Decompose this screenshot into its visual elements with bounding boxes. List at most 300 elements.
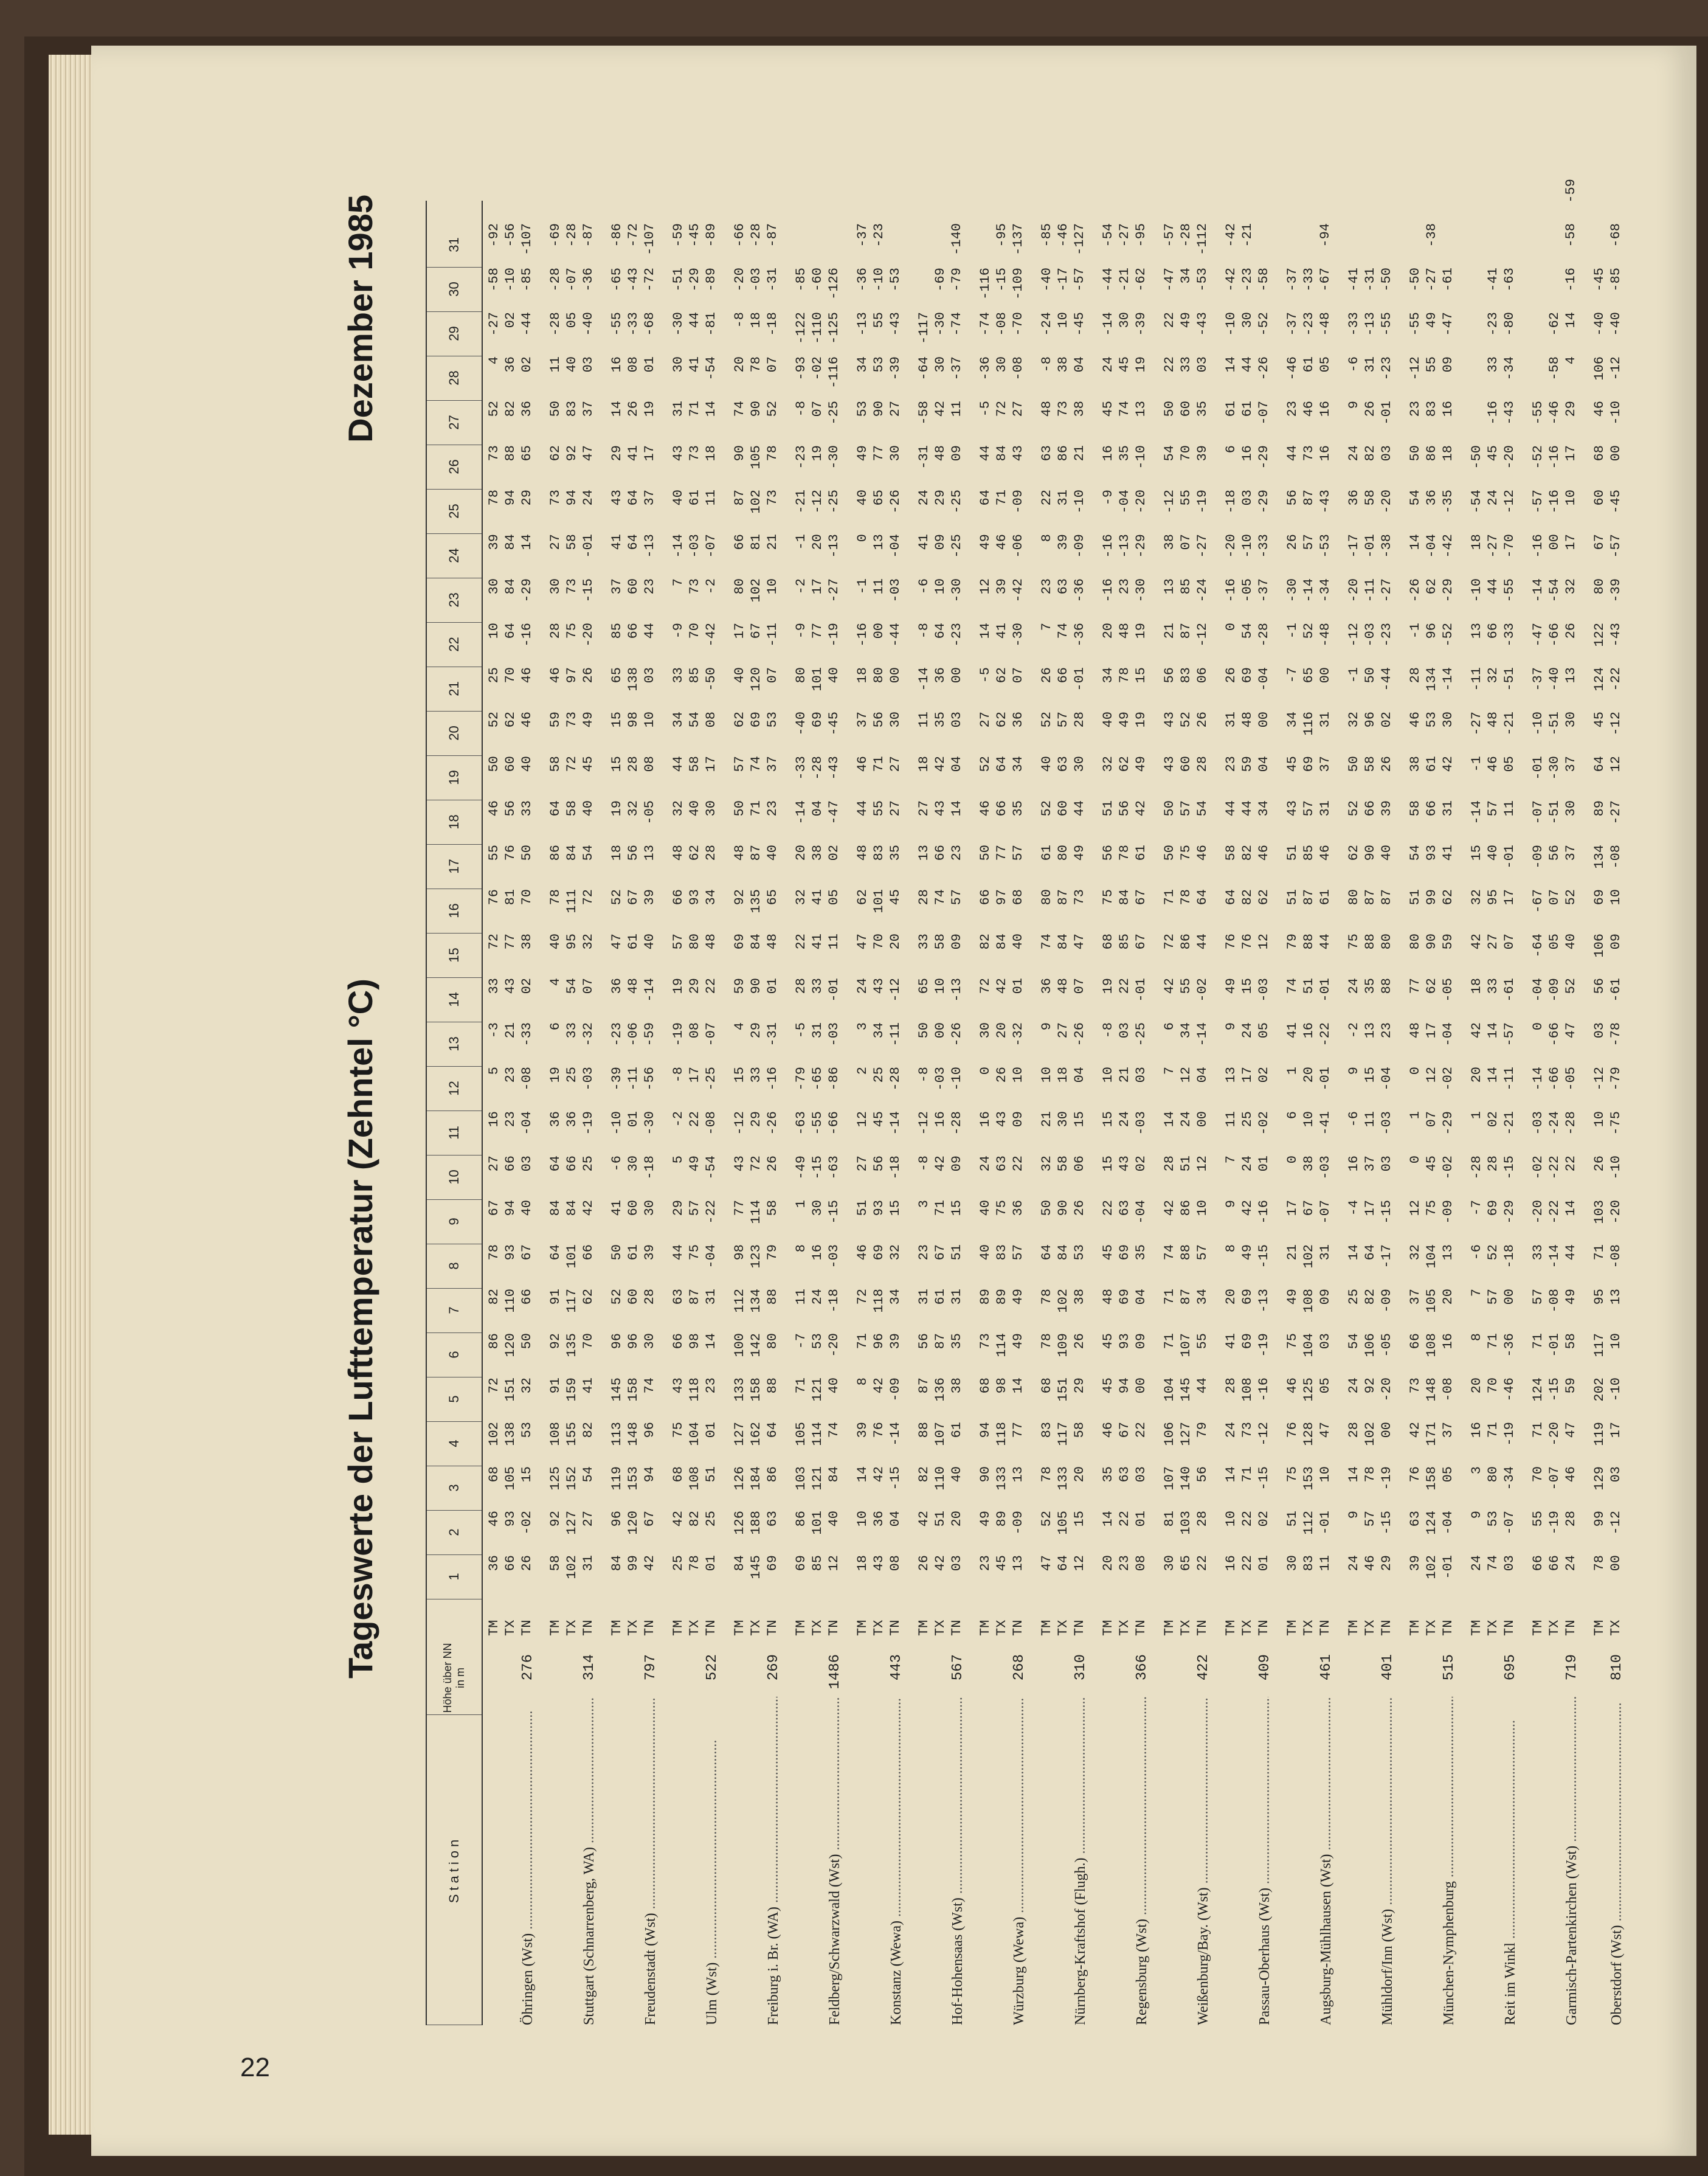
cell-value: 50: [1039, 1200, 1054, 1216]
cell-value: 32: [1408, 1244, 1423, 1261]
cell-value: 40: [519, 1200, 534, 1216]
cell-value: 85: [1117, 934, 1132, 950]
cell-value: 65: [765, 889, 780, 906]
row-key: TM: [1530, 1620, 1546, 1636]
cell-value: 34: [1178, 268, 1194, 284]
cell-value: 23: [765, 800, 780, 817]
cell-value: 54: [1195, 800, 1210, 817]
cell-value: 44: [855, 800, 870, 817]
cell-value: -01: [1502, 845, 1517, 869]
cell-value: 43: [1285, 800, 1300, 817]
cell-value: 51: [933, 1511, 948, 1527]
cell-value: 03: [1133, 1466, 1149, 1483]
cell-value: -61: [1502, 978, 1517, 1002]
cell-value: 104: [1162, 1377, 1177, 1402]
cell-value: 11: [1223, 1111, 1239, 1128]
cell-value: 104: [687, 1422, 702, 1446]
cell-value: 78: [1363, 1466, 1378, 1483]
cell-value: 29: [1563, 401, 1578, 417]
cell-value: -11: [765, 623, 780, 647]
cell-value: 58: [765, 1200, 780, 1216]
cell-value: 12: [1424, 1067, 1439, 1083]
cell-value: 47: [1318, 1422, 1333, 1438]
station-height: 314: [581, 1654, 598, 1681]
cell-value: 02: [1256, 1067, 1271, 1083]
cell-value: 71: [1162, 889, 1177, 906]
cell-value: 61: [626, 1244, 641, 1261]
cell-value: 88: [1363, 934, 1378, 950]
cell-value: -72: [626, 223, 641, 248]
cell-value: -95: [994, 223, 1009, 248]
cell-value: 56: [1162, 667, 1177, 684]
cell-value: 11: [949, 401, 964, 417]
cell-value: -21: [1502, 712, 1517, 736]
cell-value: -33: [1502, 623, 1517, 647]
cell-value: -14: [1440, 667, 1456, 691]
cell-value: 97: [564, 667, 579, 684]
cell-value: 17: [1424, 1022, 1439, 1039]
cell-value: -30: [1133, 578, 1149, 603]
cell-value: 71: [933, 1200, 948, 1216]
cell-value: -40: [1608, 312, 1623, 336]
cell-value: 152: [564, 1466, 579, 1491]
cell-value: 34: [1285, 712, 1300, 728]
cell-value: 120: [626, 1511, 641, 1535]
cell-value: 76: [486, 889, 502, 906]
cell-value: 71: [1162, 1333, 1177, 1350]
cell-value: 66: [1530, 1555, 1546, 1571]
cell-value: 45: [888, 889, 903, 906]
table-row: [687, 223, 703, 1636]
cell-value: 57: [687, 1200, 702, 1216]
cell-value: 71: [871, 756, 887, 772]
cell-value: 45: [1285, 756, 1300, 772]
cell-value: 26: [519, 1555, 534, 1571]
cell-value: 58: [933, 934, 948, 950]
cell-value: 82: [1363, 1289, 1378, 1305]
cell-value: 26: [1563, 623, 1578, 639]
cell-value: -20: [1502, 445, 1517, 470]
cell-value: 9: [1346, 1511, 1361, 1519]
row-key: TX: [1117, 1620, 1132, 1636]
cell-value: 148: [1424, 1377, 1439, 1402]
cell-value: 30: [671, 356, 686, 373]
cell-value: 84: [548, 1200, 563, 1216]
cell-value: 66: [1363, 800, 1378, 817]
station-height: 269: [766, 1654, 782, 1681]
cell-value: 22: [1117, 978, 1132, 994]
cell-value: 07: [1011, 667, 1026, 684]
cell-value: 75: [1178, 845, 1194, 861]
cell-value: 122: [1592, 623, 1607, 647]
cell-value: -53: [1195, 268, 1210, 292]
cell-value: 46: [1318, 845, 1333, 861]
cell-value: 40: [978, 1244, 993, 1261]
cell-value: 23: [916, 1244, 932, 1261]
cell-value: 33: [749, 1067, 764, 1083]
cell-value: 45: [871, 1111, 887, 1128]
cell-value: -27: [1469, 712, 1484, 736]
cell-value: 18: [855, 1555, 870, 1571]
cell-value: 118: [994, 1422, 1009, 1446]
cell-value: -86: [609, 223, 624, 248]
cell-value: -33: [626, 312, 641, 336]
station-height: 461: [1318, 1654, 1335, 1681]
cell-value: 40: [642, 934, 657, 950]
cell-value: 21: [1117, 1067, 1132, 1083]
row-key: TX: [810, 1620, 825, 1636]
cell-value: 72: [581, 889, 596, 906]
cell-value: -33: [1346, 312, 1361, 336]
cell-value: 124: [1424, 1511, 1439, 1535]
cell-value: 41: [810, 934, 825, 950]
cell-value: 01: [1133, 1511, 1149, 1527]
cell-value: -5: [978, 667, 993, 684]
cell-value: 101: [810, 1511, 825, 1535]
cell-value: -55: [609, 312, 624, 336]
cell-value: 44: [1240, 800, 1255, 817]
table-row: [671, 223, 686, 1636]
cell-value: 27: [581, 1511, 596, 1527]
station-height: 422: [1195, 1654, 1212, 1681]
cell-value: 108: [1301, 1289, 1316, 1313]
cell-value: 87: [1178, 623, 1194, 639]
cell-value: 43: [1011, 445, 1026, 462]
cell-value: -57: [1530, 490, 1546, 514]
cell-value: 42: [933, 401, 948, 417]
cell-value: -06: [1011, 534, 1026, 558]
table-row: [978, 268, 994, 1636]
cell-value: 64: [978, 490, 993, 506]
cell-value: 63: [1056, 756, 1071, 772]
cell-value: 151: [503, 1377, 518, 1402]
cell-value: 71: [994, 490, 1009, 506]
row-key: TN: [888, 1620, 903, 1636]
cell-value: 10: [486, 623, 502, 639]
cell-value: 46: [519, 667, 534, 684]
cell-value: 30: [994, 356, 1009, 373]
cell-value: -20: [1223, 534, 1239, 558]
cell-value: 15: [609, 712, 624, 728]
cell-value: 30: [642, 1333, 657, 1350]
cell-value: -15: [1379, 1511, 1394, 1535]
cell-value: 03: [1240, 490, 1255, 506]
cell-value: 44: [978, 445, 993, 462]
row-key: TX: [1240, 1620, 1255, 1636]
cell-value: 00: [1547, 534, 1562, 550]
station-group: [732, 201, 793, 2025]
cell-value: 40: [732, 667, 747, 684]
cell-value: -18: [1223, 490, 1239, 514]
cell-value: 33: [1485, 356, 1501, 373]
cell-value: 07: [765, 356, 780, 373]
row-key: TM: [1408, 1620, 1423, 1636]
cell-value: 55: [1178, 978, 1194, 994]
cell-value: 16: [1440, 401, 1456, 417]
cell-value: 11: [704, 490, 719, 506]
cell-value: 68: [1101, 934, 1116, 950]
cell-value: 46: [1363, 1555, 1378, 1571]
cell-value: 69: [765, 1555, 780, 1571]
cell-value: 66: [626, 623, 641, 639]
cell-value: 75: [1346, 934, 1361, 950]
cell-value: -05: [1379, 1333, 1394, 1357]
cell-value: 65: [1301, 667, 1316, 684]
cell-value: 10: [1563, 490, 1578, 506]
cell-value: -26: [888, 490, 903, 514]
cell-value: 46: [1485, 756, 1501, 772]
cell-value: 119: [609, 1466, 624, 1491]
cell-value: -27: [1379, 578, 1394, 603]
header-day: 9: [427, 1199, 482, 1244]
cell-value: 52: [765, 401, 780, 417]
cell-value: -42: [1223, 268, 1239, 292]
cell-value: -28: [1469, 1156, 1484, 1180]
cell-value: 30: [1563, 712, 1578, 728]
cell-value: 9: [1469, 1511, 1484, 1519]
cell-value: -18: [888, 1156, 903, 1180]
cell-value: -28: [810, 756, 825, 780]
cell-value: -15: [1547, 1377, 1562, 1402]
cell-value: -36: [855, 268, 870, 292]
cell-value: 39: [642, 1244, 657, 1261]
cell-value: -74: [949, 312, 964, 336]
cell-value: -07: [704, 534, 719, 558]
cell-value: 17: [642, 445, 657, 462]
cell-value: -25: [826, 401, 842, 425]
cell-value: 73: [1056, 401, 1071, 417]
cell-value: -39: [1608, 578, 1623, 603]
cell-value: 83: [564, 401, 579, 417]
cell-value: 00: [1318, 667, 1333, 684]
cell-value: 04: [1072, 1067, 1087, 1083]
cell-value: 23: [1223, 756, 1239, 772]
cell-value: 29: [609, 445, 624, 462]
cell-value: -4: [1346, 1200, 1361, 1216]
cell-value: 30: [704, 800, 719, 817]
cell-value: 38: [1072, 401, 1087, 417]
cell-value: -25: [949, 490, 964, 514]
cell-value: 20: [1101, 623, 1116, 639]
cell-value: 30: [1162, 1555, 1177, 1571]
cell-value: 28: [1162, 1156, 1177, 1172]
cell-value: -12: [810, 490, 825, 514]
cell-value: 20: [1469, 1377, 1484, 1394]
cell-value: 40: [1011, 934, 1026, 950]
cell-value: -07: [1547, 1466, 1562, 1491]
cell-value: -01: [1363, 534, 1378, 558]
cell-value: 114: [994, 1333, 1009, 1357]
cell-value: 67: [642, 1511, 657, 1527]
cell-value: -24: [1039, 312, 1054, 336]
cell-value: -29: [1133, 534, 1149, 558]
cell-value: 116: [1301, 712, 1316, 736]
cell-value: 46: [1256, 845, 1271, 861]
cell-value: -01: [1072, 667, 1087, 691]
cell-value: 24: [810, 1289, 825, 1305]
cell-value: 16: [1318, 445, 1333, 462]
cell-value: 11: [826, 934, 842, 950]
cell-value: -37: [1285, 312, 1300, 336]
cell-value: 56: [871, 1156, 887, 1172]
cell-value: 38: [810, 845, 825, 861]
cell-value: 85: [1178, 578, 1194, 595]
row-key: TX: [1547, 1620, 1562, 1636]
cell-value: 0: [855, 534, 870, 542]
header-day: 3: [427, 1466, 482, 1511]
cell-value: 133: [1056, 1466, 1071, 1491]
cell-value: 15: [519, 1466, 534, 1483]
cell-value: 103: [793, 1466, 809, 1491]
cell-value: 29: [749, 1022, 764, 1039]
cell-value: -43: [626, 268, 641, 292]
cell-value: 13: [916, 845, 932, 861]
cell-value: 15: [888, 1200, 903, 1216]
cell-value: -08: [994, 312, 1009, 336]
cell-value: -12: [1346, 623, 1361, 647]
cell-value: 02: [1485, 1111, 1501, 1128]
cell-value: -37: [949, 356, 964, 381]
cell-value: -08: [1011, 356, 1026, 381]
cell-value: 04: [949, 756, 964, 772]
station-group: [916, 201, 978, 2025]
row-key: TM: [1101, 1620, 1116, 1636]
cell-value: 88: [1301, 934, 1316, 950]
cell-value: 30: [933, 356, 948, 373]
cell-value: -25: [949, 534, 964, 558]
cell-value: -52: [1530, 445, 1546, 470]
cell-value: -20: [1608, 1200, 1623, 1224]
cell-value: 22: [704, 978, 719, 994]
cell-value: -47: [1162, 268, 1177, 292]
cell-value: 77: [732, 1200, 747, 1216]
cell-value: -01: [1133, 978, 1149, 1002]
cell-value: 106: [1363, 1333, 1378, 1357]
cell-value: -18: [642, 1156, 657, 1180]
header-day: 16: [427, 889, 482, 934]
cell-value: 08: [687, 1022, 702, 1039]
cell-value: 84: [994, 445, 1009, 462]
cell-value: -30: [1285, 578, 1300, 603]
cell-value: 20: [949, 1511, 964, 1527]
cell-value: 15: [1240, 978, 1255, 994]
cell-value: 42: [1408, 1422, 1423, 1438]
cell-value: -12: [1608, 1511, 1623, 1535]
cell-value: -78: [1608, 1022, 1623, 1047]
cell-value: 105: [1424, 1289, 1439, 1313]
cell-value: 95: [1592, 1289, 1607, 1305]
cell-value: 10: [1056, 312, 1071, 328]
cell-value: -40: [1547, 667, 1562, 691]
cell-value: 58: [1056, 1156, 1071, 1172]
cell-value: 57: [1530, 1289, 1546, 1305]
table-row: [548, 223, 564, 1636]
header-day: 26: [427, 445, 482, 490]
cell-value: 84: [1056, 1244, 1071, 1261]
cell-value: 62: [548, 445, 563, 462]
cell-value: 153: [1301, 1466, 1316, 1491]
cell-value: -27: [1195, 534, 1210, 558]
cell-value: -29: [1440, 578, 1456, 603]
cell-value: 50: [519, 845, 534, 861]
cell-value: 9: [1223, 1022, 1239, 1031]
cell-value: -69: [933, 268, 948, 292]
cell-value: 11: [1363, 1111, 1378, 1128]
cell-value: 83: [1301, 1555, 1316, 1571]
cell-value: 43: [994, 1111, 1009, 1128]
cell-value: 72: [486, 934, 502, 950]
cell-value: 47: [1563, 1422, 1578, 1438]
cell-value: -11: [888, 1022, 903, 1047]
cell-value: -31: [1363, 268, 1378, 292]
cell-value: 35: [1011, 800, 1026, 817]
cell-value: 40: [687, 800, 702, 817]
cell-value: -20: [826, 1333, 842, 1357]
station-group: [609, 201, 671, 2025]
cell-value: -107: [519, 223, 534, 255]
header-day: 10: [427, 1155, 482, 1200]
row-key: TM: [793, 1620, 809, 1636]
cell-value: -66: [732, 223, 747, 248]
cell-value: 0: [1408, 1067, 1423, 1075]
cell-value: -19: [1547, 1511, 1562, 1535]
header-day: 4: [427, 1421, 482, 1466]
cell-value: 32: [581, 934, 596, 950]
table-row: [1117, 223, 1133, 1636]
cell-value: 45: [581, 756, 596, 772]
cell-value: -79: [949, 268, 964, 292]
cell-value: 17: [1363, 1200, 1378, 1216]
cell-value: -33: [519, 1022, 534, 1047]
cell-value: 18: [749, 312, 764, 328]
cell-value: 56: [1195, 1466, 1210, 1483]
cell-value: 21: [503, 1022, 518, 1039]
cell-value: 03: [949, 712, 964, 728]
cell-value: 6: [1285, 1111, 1300, 1120]
cell-value: 69: [1592, 889, 1607, 906]
cell-value: 74: [1117, 401, 1132, 417]
cell-value: -9: [793, 623, 809, 639]
cell-value: 114: [749, 1200, 764, 1224]
cell-value: 59: [1240, 756, 1255, 772]
table-row: [933, 268, 949, 1636]
cell-value: -27: [486, 312, 502, 336]
cell-value: -14: [1469, 800, 1484, 825]
cell-value: 47: [855, 934, 870, 950]
cell-value: 43: [503, 978, 518, 994]
row-key: TN: [826, 1620, 842, 1636]
cell-value: 1: [1408, 1111, 1423, 1120]
cell-value: 145: [609, 1377, 624, 1402]
cell-value: 71: [855, 1333, 870, 1350]
cell-value: 31: [916, 1289, 932, 1305]
cell-value: 10: [1223, 1511, 1239, 1527]
cell-value: 13: [1133, 401, 1149, 417]
cell-value: 72: [994, 401, 1009, 417]
cell-value: 46: [855, 1244, 870, 1261]
cell-value: 23: [1408, 401, 1423, 417]
cell-value: -17: [1346, 534, 1361, 558]
cell-value: -28: [1178, 223, 1194, 248]
cell-value: 07: [1424, 1111, 1439, 1128]
cell-value: -10: [1223, 312, 1239, 336]
cell-value: 105: [503, 1466, 518, 1491]
cell-value: 43: [871, 1555, 887, 1571]
cell-value: 67: [1117, 1422, 1132, 1438]
cell-value: -55: [1530, 401, 1546, 425]
cell-value: -14: [1530, 1067, 1546, 1091]
cell-value: 23: [503, 1067, 518, 1083]
